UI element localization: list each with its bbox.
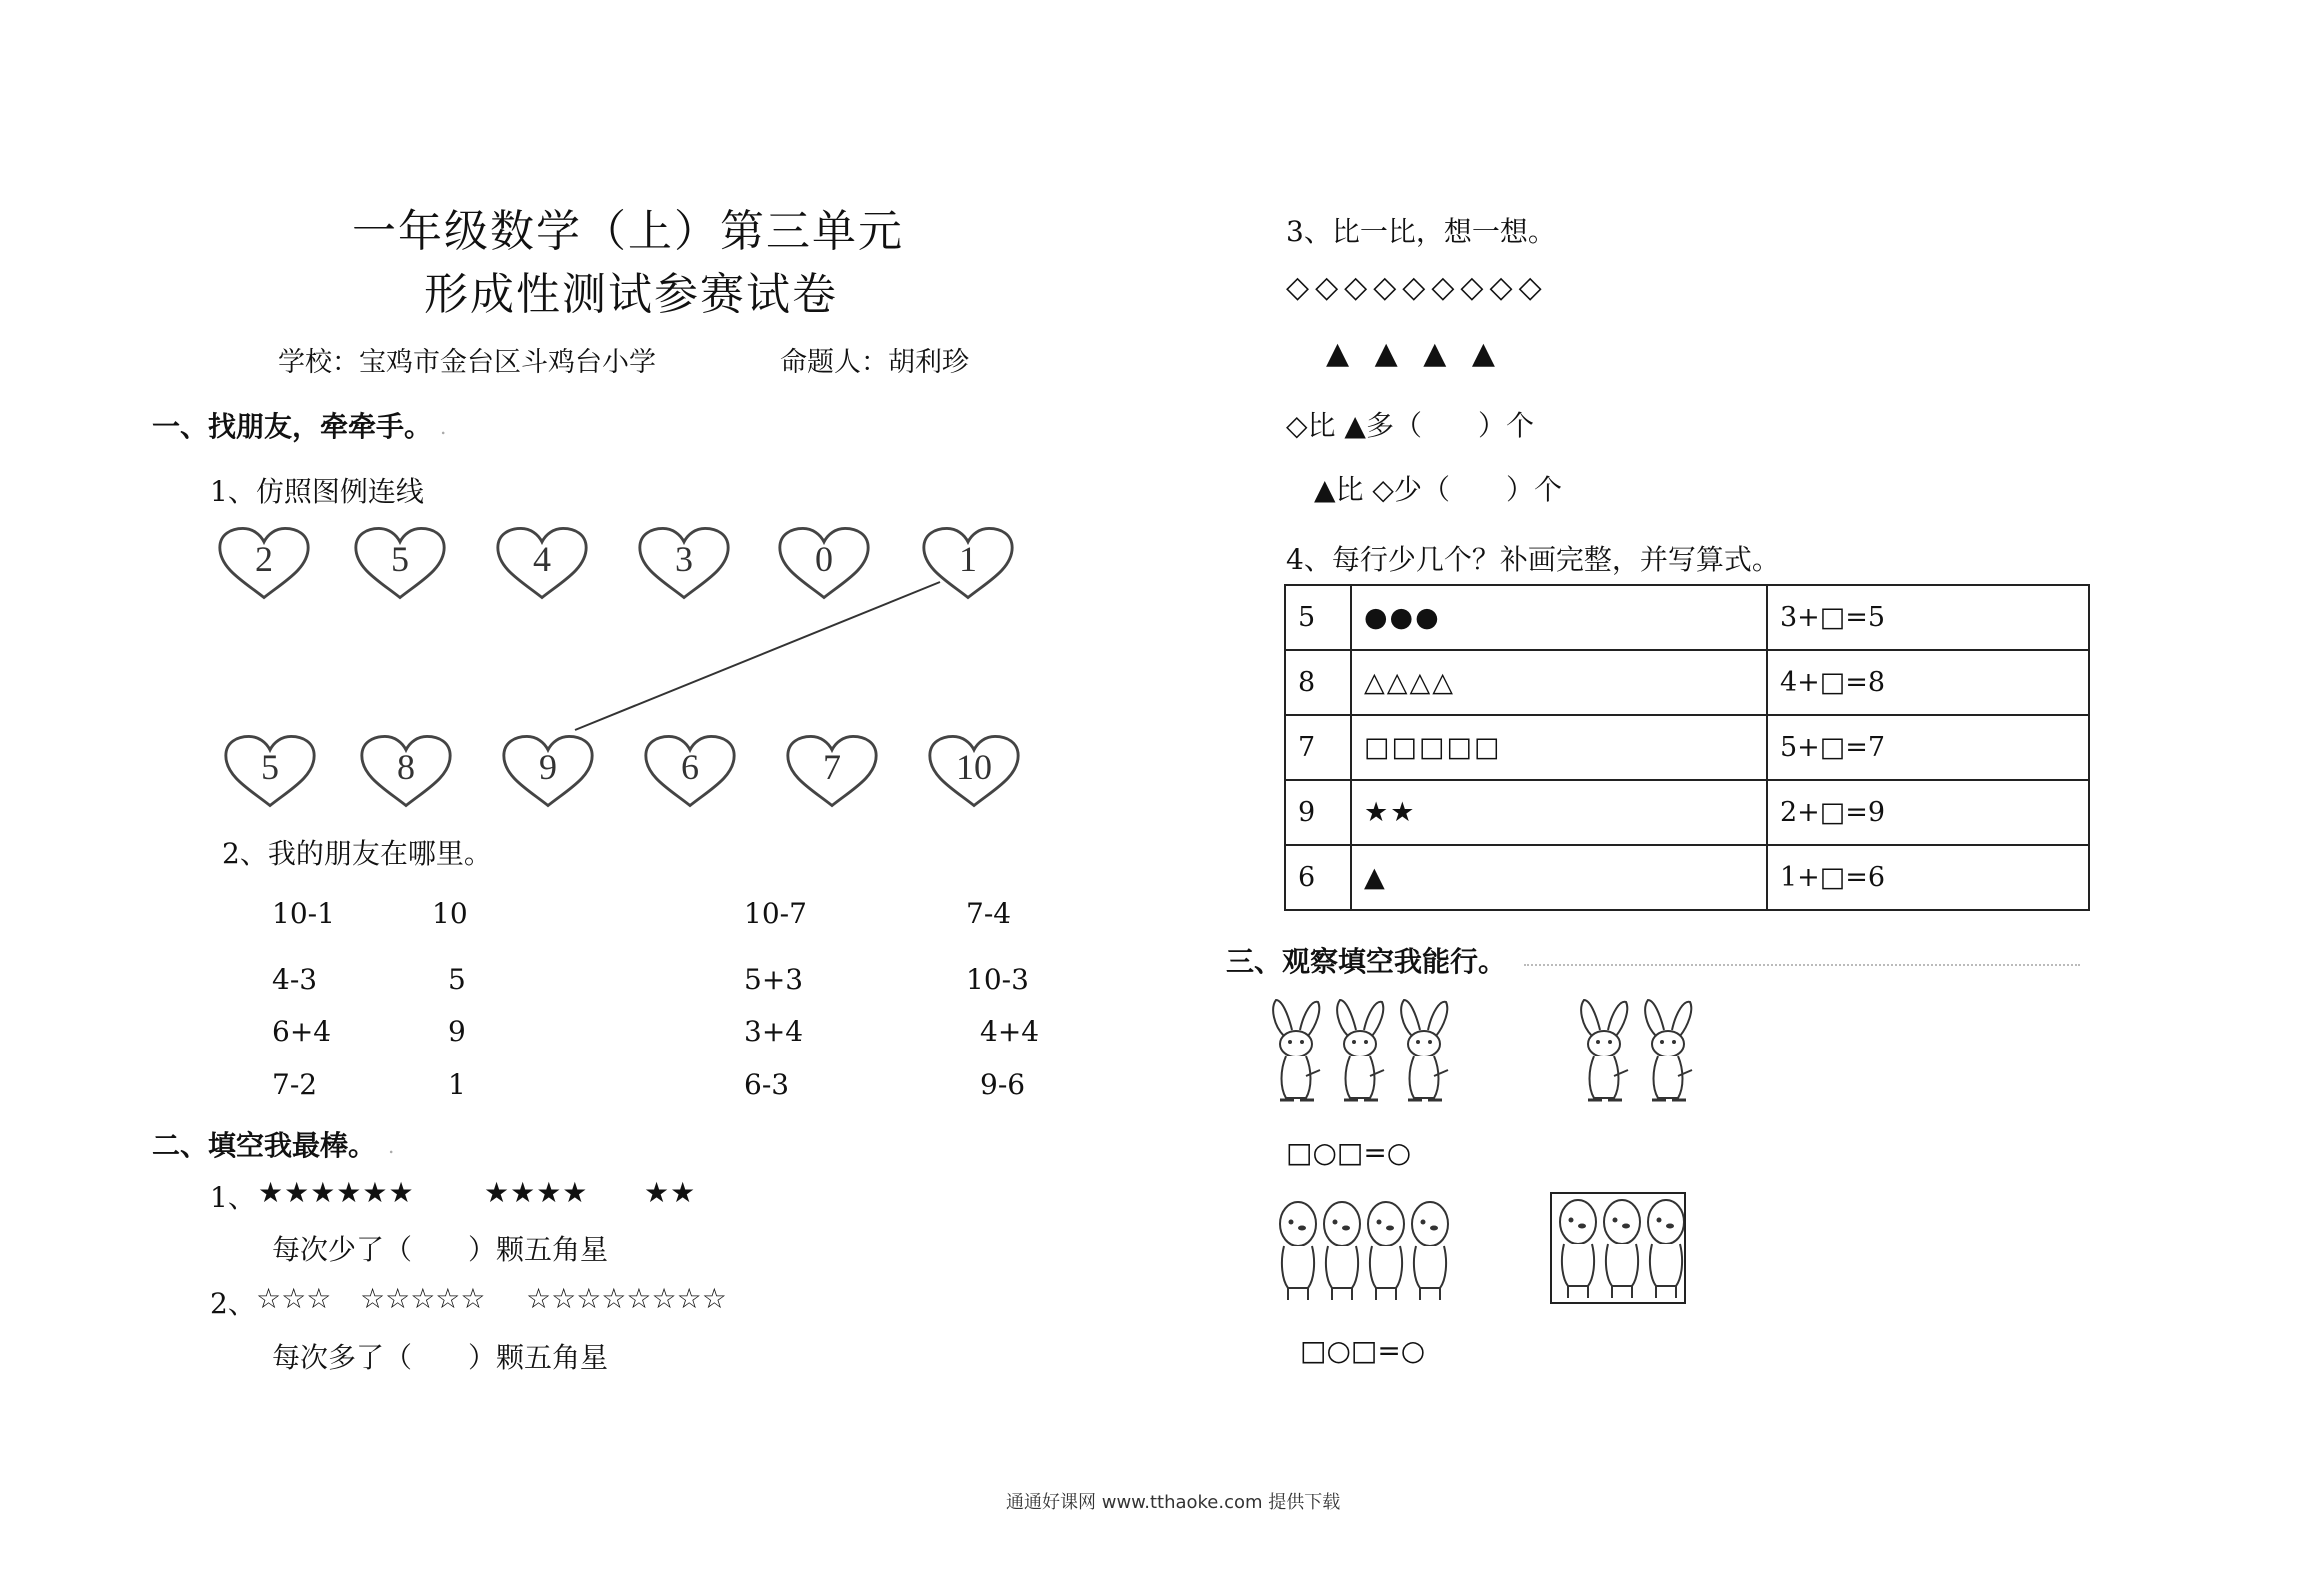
compare-line-1: ◇比 ▲多（ ）个 — [1286, 409, 1534, 442]
bear-icon — [1320, 1196, 1364, 1304]
pair-row-2-a: 4-3 — [272, 963, 318, 996]
heart-number: 6 — [681, 747, 699, 787]
table-row — [1285, 715, 2089, 780]
table-cell-n: 8 — [1285, 650, 1351, 715]
bear-icon — [1408, 1196, 1452, 1304]
pair-row-1-b: 10 — [432, 897, 468, 930]
leader-dots-2: . — [388, 1134, 399, 1158]
leader-dots: . — [440, 415, 451, 439]
compare-line-2: ▲比 ◇少（ ）个 — [1314, 473, 1562, 506]
heart-number: 0 — [815, 539, 833, 579]
section3-heading: 三、观察填空我能行。 — [1226, 945, 1507, 978]
section1-heading: 一、找朋友，牵牵手。 — [152, 410, 433, 443]
bear-box — [1550, 1192, 1686, 1304]
q2-1-stars-c: ★★ — [644, 1176, 697, 1209]
q2-2-label: 2、 — [210, 1287, 256, 1320]
rabbit-icon — [1266, 996, 1330, 1106]
school-label: 学校：宝鸡市金台区斗鸡台小学 — [278, 347, 656, 378]
pair-row-4-b: 1 — [448, 1068, 466, 1101]
q2-2-stars-c: ☆☆☆☆☆☆☆☆ — [526, 1282, 727, 1315]
table-cell-n: 6 — [1285, 845, 1351, 910]
q2-2-text: 每次多了（ ）颗五角星 — [272, 1341, 609, 1374]
pair-row-3-c: 3+4 — [744, 1015, 804, 1048]
table-cell-n: 9 — [1285, 780, 1351, 845]
heart-number: 5 — [261, 747, 279, 787]
question4: 4、每行少几个？补画完整，并写算式。 — [1286, 543, 1780, 576]
pair-row-2-d: 10-3 — [966, 963, 1029, 996]
pair-row-2-c: 5+3 — [744, 963, 804, 996]
table-cell-formula[interactable]: 4+□=8 — [1767, 650, 2089, 715]
pair-row-3-d: 4+4 — [980, 1015, 1040, 1048]
table-cell-shapes: ▲ — [1351, 845, 1767, 910]
pair-row-3-a: 6+4 — [272, 1015, 332, 1048]
heart-number: 10 — [956, 747, 992, 787]
table-cell-n: 7 — [1285, 715, 1351, 780]
table-row — [1285, 845, 2089, 910]
table-cell-formula[interactable]: 1+□=6 — [1767, 845, 2089, 910]
heart-number: 2 — [255, 539, 273, 579]
table-cell-formula[interactable]: 5+□=7 — [1767, 715, 2089, 780]
table-cell-n: 5 — [1285, 585, 1351, 650]
leader-dotted-line — [1524, 964, 2080, 966]
q2-1-stars-b: ★★★★ — [484, 1176, 589, 1209]
table-cell-formula[interactable]: 2+□=9 — [1767, 780, 2089, 845]
heart-number: 7 — [823, 747, 841, 787]
heart-number: 3 — [675, 539, 693, 579]
heart-number: 4 — [533, 539, 551, 579]
author-label: 命题人：胡利珍 — [780, 347, 969, 378]
bear-icon — [1276, 1196, 1320, 1304]
q2-1-text: 每次少了（ ）颗五角星 — [272, 1233, 609, 1266]
q2-2-stars-b: ☆☆☆☆☆ — [360, 1282, 486, 1315]
rabbit-icon — [1574, 996, 1638, 1106]
q2-1-stars-a: ★★★★★★ — [258, 1176, 415, 1209]
pair-row-1-c: 10-7 — [744, 897, 807, 930]
rabbit-icon — [1638, 996, 1702, 1106]
pair-row-3-b: 9 — [448, 1015, 466, 1048]
question1-1: 1、仿照图例连线 — [210, 475, 424, 508]
heart-number: 1 — [959, 539, 977, 579]
q2-2-stars-a: ☆☆☆ — [256, 1282, 332, 1315]
table-row — [1285, 780, 2089, 845]
table-cell-shapes: □□□□□ — [1351, 715, 1767, 780]
pair-row-4-c: 6-3 — [744, 1068, 790, 1101]
diamond-row: ◇◇◇◇◇◇◇◇◇ — [1286, 270, 1548, 305]
triangle-row: ▲ ▲ ▲ ▲ — [1326, 336, 1503, 371]
pair-row-4-d: 9-6 — [980, 1068, 1026, 1101]
title-line1: 一年级数学（上）第三单元 — [352, 206, 904, 257]
title-line2: 形成性测试参赛试卷 — [424, 269, 838, 320]
heart-number: 9 — [539, 747, 557, 787]
footer-text: 通通好课网 www.tthaoke.com 提供下载 — [1006, 1492, 1341, 1513]
fill-table — [1284, 584, 2090, 911]
table-cell-shapes: ●●● — [1351, 585, 1767, 650]
heart-number: 8 — [397, 747, 415, 787]
table-cell-shapes: ★★ — [1351, 780, 1767, 845]
equation-2: □○□=○ — [1300, 1334, 1426, 1367]
pair-row-2-b: 5 — [448, 963, 466, 996]
rabbit-icon — [1330, 996, 1394, 1106]
table-row — [1285, 585, 2089, 650]
section2-heading: 二、填空我最棒。 — [152, 1129, 377, 1162]
question3: 3、比一比，想一想。 — [1286, 215, 1556, 248]
bear-icon — [1364, 1196, 1408, 1304]
pair-row-4-a: 7-2 — [272, 1068, 318, 1101]
table-row — [1285, 650, 2089, 715]
equation-1: □○□=○ — [1286, 1136, 1412, 1169]
q2-1-label: 1、 — [210, 1181, 256, 1214]
heart-number: 5 — [391, 539, 409, 579]
rabbit-icon — [1394, 996, 1458, 1106]
pair-row-1-a: 10-1 — [272, 897, 335, 930]
pair-row-1-d: 7-4 — [966, 897, 1012, 930]
table-cell-formula[interactable]: 3+□=5 — [1767, 585, 2089, 650]
question1-2: 2、我的朋友在哪里。 — [222, 837, 492, 870]
table-cell-shapes: △△△△ — [1351, 650, 1767, 715]
